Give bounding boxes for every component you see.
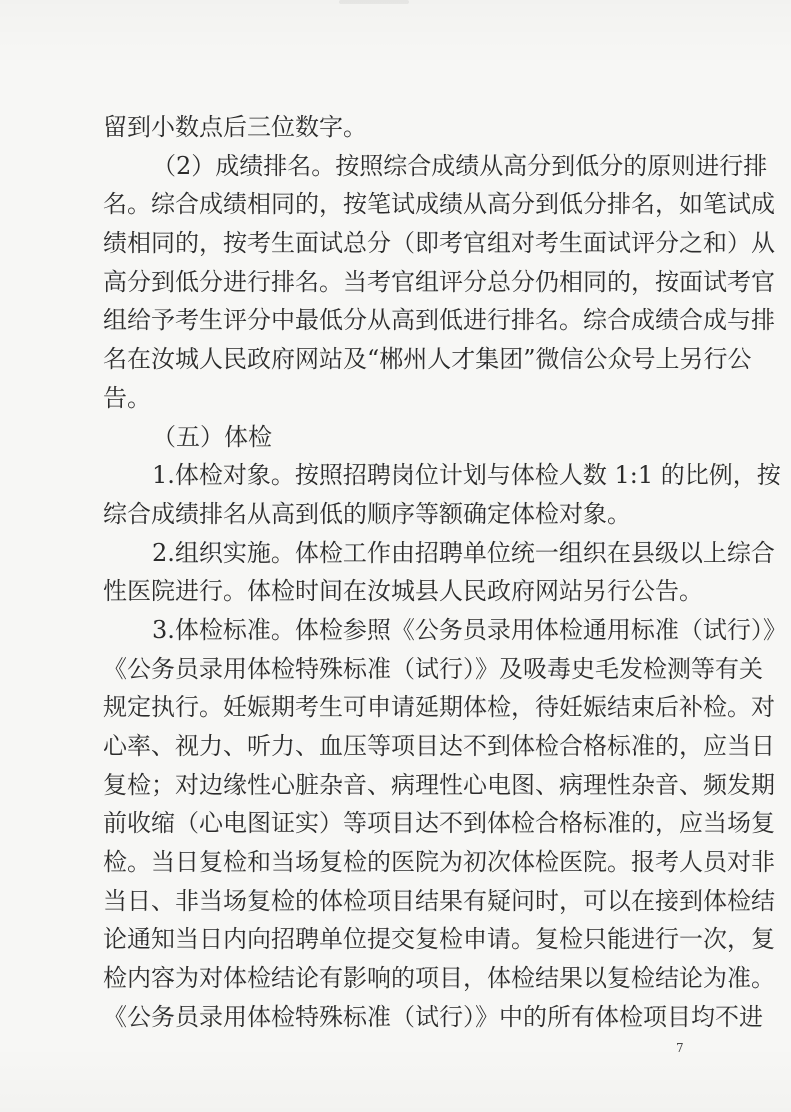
text-line-14: 3.体检标准。体检参照《公务员录用体检通用标准（试行）》 [152,615,787,644]
text-line-22: 论通知当日内向招聘单位提交复检申请。复检只能进行一次，复 [103,925,775,954]
text-line-21: 当日、非当场复检的体检项目结果有疑问时，可以在接到体检结 [103,886,775,915]
text-line-6: 组给予考生评分中最低分从高到低进行排名。综合成绩合成与排 [103,306,775,335]
document-body [103,108,787,1037]
text-line-18: 复检；对边缘性心脏杂音、病理性心电图、病理性杂音、频发期 [103,770,775,799]
page-number: 7 [676,1041,684,1055]
text-line-10: 1.体检对象。按照招聘岗位计划与体检人数 1:1 的比例，按 [152,461,781,490]
text-line-1: 留到小数点后三位数字。 [103,113,367,141]
text-line-2: （2）成绩排名。按照综合成绩从高分到低分的原则进行排 [152,151,768,180]
text-line-13: 性医院进行。体检时间在汝城县人民政府网站另行公告。 [103,577,703,606]
text-line-5: 高分到低分进行排名。当考官组评分总分仍相同的，按面试考官 [103,267,775,296]
text-line-8: 告。 [103,383,151,412]
text-line-23: 检内容为对体检结论有影响的项目，体检结果以复检结论为准。 [103,964,775,993]
text-line-16: 规定执行。妊娠期考生可申请延期体检，待妊娠结束后补检。对 [103,693,775,722]
section-heading: （五）体检 [152,422,272,451]
text-line-7: 名在汝城人民政府网站及“郴州人才集团”微信公众号上另行公 [103,345,752,374]
text-line-12: 2.组织实施。体检工作由招聘单位统一组织在县级以上综合 [152,538,775,567]
scan-mark [339,0,409,4]
text-line-4: 绩相同的，按考生面试总分（即考官组对考生面试评分之和）从 [103,229,775,258]
text-line-3: 名。综合成绩相同的，按笔试成绩从高分到低分排名，如笔试成 [103,190,775,219]
text-line-20: 检。当日复检和当场复检的医院为初次体检医院。报考人员对非 [103,848,775,877]
text-line-19: 前收缩（心电图证实）等项目达不到体检合格标准的，应当场复 [103,809,775,838]
text-line-15: 《公务员录用体检特殊标准（试行）》及吸毒史毛发检测等有关 [103,654,763,683]
text-line-11: 综合成绩排名从高到低的顺序等额确定体检对象。 [103,499,631,528]
text-line-17: 心率、视力、听力、血压等项目达不到体检合格标准的，应当日 [103,732,775,760]
text-line-24: 《公务员录用体检特殊标准（试行）》中的所有体检项目均不进 [103,1002,763,1031]
